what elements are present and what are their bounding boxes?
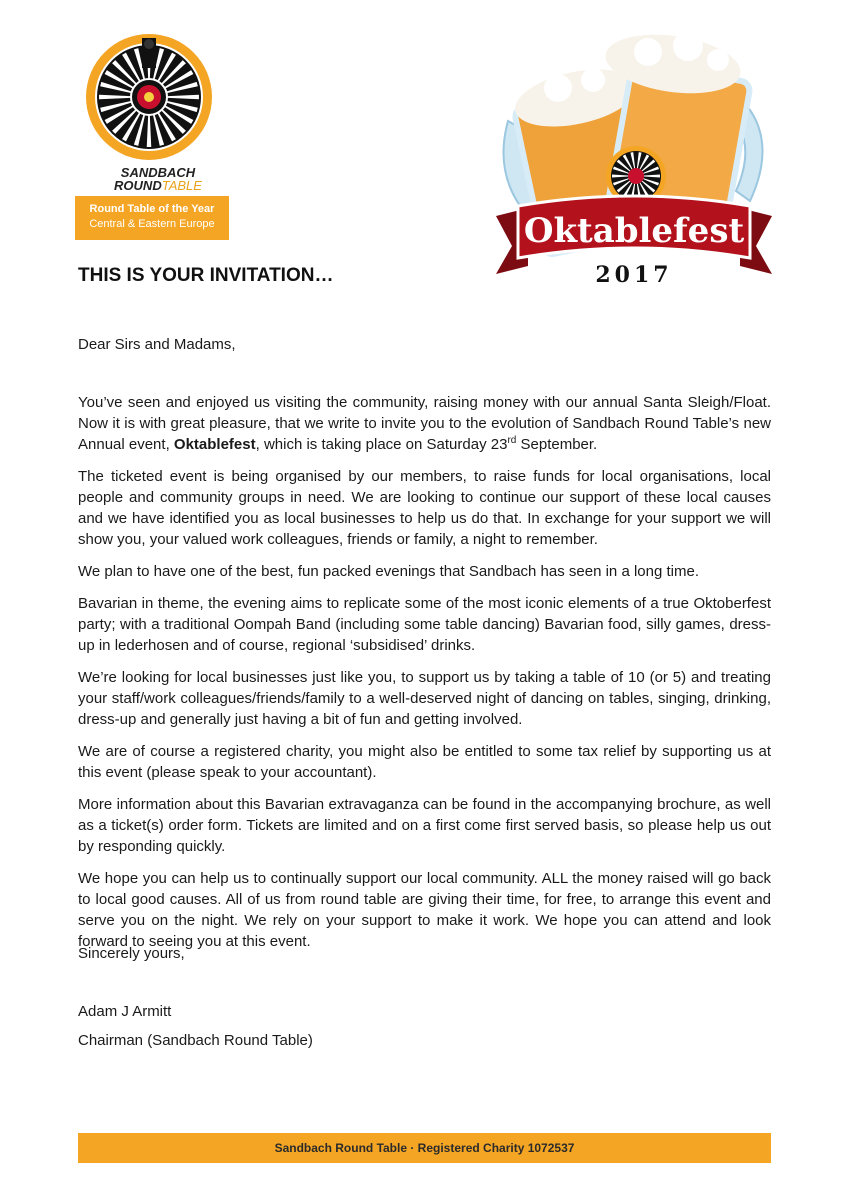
paragraph-closing: We hope you can help us to continually support our local community. ALL the money raised will go back to local good causes. All of us from round table are giving their time, for free, to arrange this event and serve you on the night. We rely on your support to make it work. We hope you can attend and look forward to seeing you at this event. [78, 870, 771, 950]
award-badge [75, 196, 229, 240]
intro-text-month: September. [516, 436, 598, 453]
award-title: Round Table of the Year [89, 203, 215, 215]
paragraph-plan: We plan to have one of the best, fun packed evenings that Sandbach has seen in a long time. [78, 563, 699, 580]
intro-text-date: , which is taking place on Saturday 23 [255, 436, 508, 453]
footer-bar: Sandbach Round Table · Registered Charity 1072537 [78, 1133, 771, 1163]
oktablefest-logo [488, 26, 780, 292]
event-name: Oktablefest [173, 436, 256, 453]
round-table-wheel-icon [84, 32, 214, 162]
signer-name: Adam J Armitt [78, 1003, 172, 1020]
intro-text: You’ve seen and enjoyed us visiting the community, raising money with our annual Santa Sleigh/Float. Now it is with great pleasure, that we write to invite you to the evolution of Sandbach Round Table’s new Annual event, [78, 394, 771, 453]
signer-title: Chairman (Sandbach Round Table) [78, 1032, 313, 1049]
sign-off: Sincerely yours, [78, 945, 185, 962]
paragraph-purpose: The ticketed event is being organised by our members, to raise funds for local organisations, local people and community groups in need. We are looking to continue our support of these local causes and we have identified you as local businesses to help us do that. In exchange for your support we will show you, your valued work colleagues, friends or family, a night to remember. [78, 468, 771, 548]
paragraph-theme: Bavarian in theme, the evening aims to replicate some of the most iconic elements of a true Oktoberfest party; with a traditional Oompah Band (including some table dancing) Bavarian food, silly games, dress-up in lederhosen and of course, regional ‘subsidised’ drinks. [78, 595, 771, 654]
paragraph-tables: We’re looking for local businesses just like you, to support us by taking a table of 10 (or 5) and treating your staff/work colleagues/friends/family to a well-deserved night of dancing on tables, singing, drinking, dress-up and generally just having a bit of fun and getting involved. [78, 669, 771, 728]
paragraph-info: More information about this Bavarian extravaganza can be found in the accompanying brochure, as well as a ticket(s) order form. Tickets are limited and on a first come first served basis, so please help us out by responding quickly. [78, 796, 771, 855]
org-name-table: TABLE [161, 178, 202, 193]
org-name-round: ROUND [114, 178, 162, 193]
paragraph-intro [78, 392, 771, 455]
date-suffix: rd [507, 435, 517, 446]
paragraph-charity: We are of course a registered charity, you might also be entitled to some tax relief by supporting us at this event (please speak to your accountant). [78, 743, 771, 781]
letter-body [78, 392, 771, 963]
award-region: Central & Eastern Europe [89, 218, 215, 230]
invitation-headline: THIS IS YOUR INVITATION… [78, 265, 334, 286]
salutation: Dear Sirs and Madams, [78, 336, 236, 353]
event-logo-text: Oktablefest [523, 211, 745, 251]
event-year: 2017 [595, 262, 673, 288]
org-name [108, 166, 208, 192]
org-name-line1: SANDBACH [120, 165, 196, 180]
